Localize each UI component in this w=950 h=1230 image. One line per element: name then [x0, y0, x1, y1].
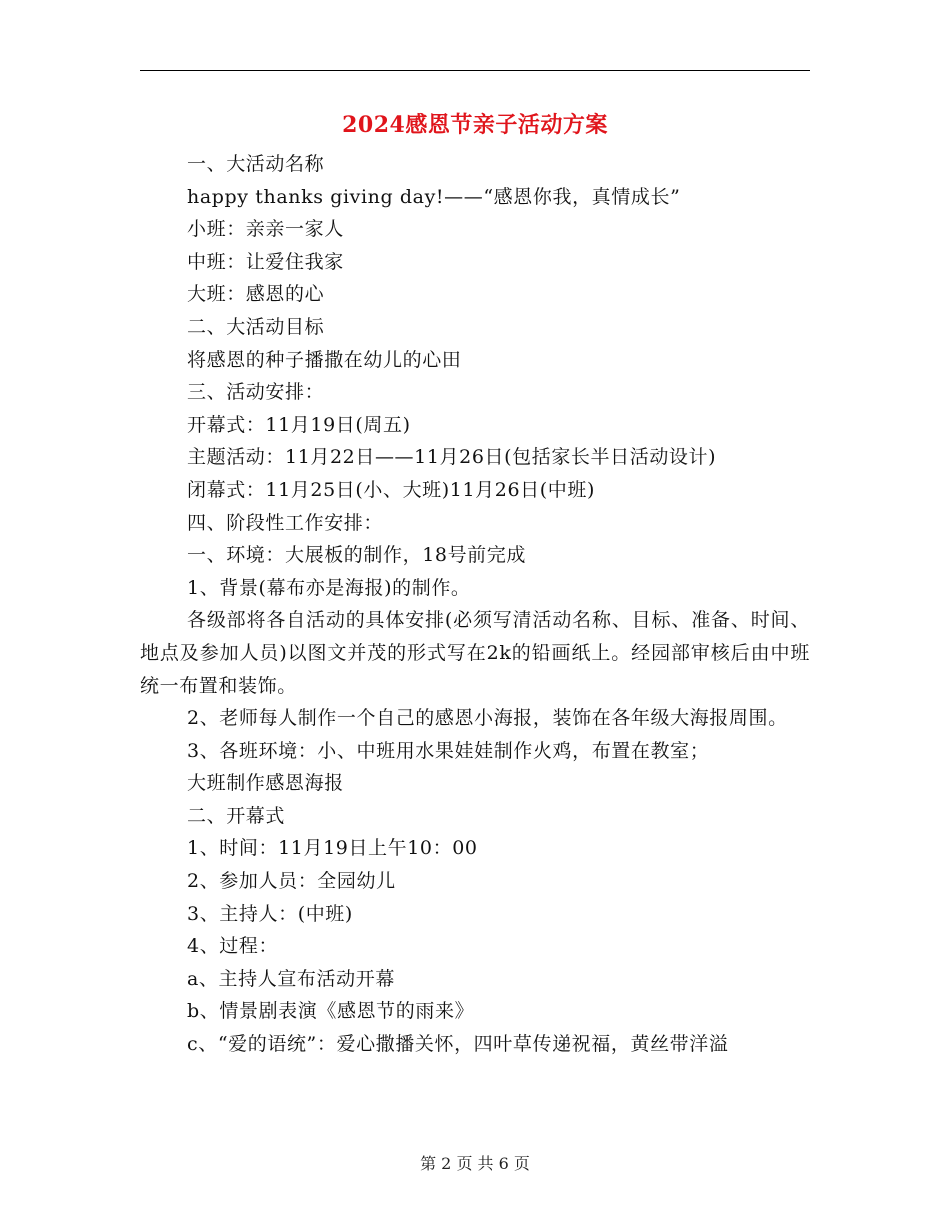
section-heading: 三、活动安排： — [187, 381, 325, 404]
paragraph: 各级部将各自活动的具体安排(必须写清活动名称、目标、准备、时间、地点及参加人员)以图文并茂的形式写在2k的铅画纸上。经园部审核后由中班统一布置和装饰。 — [140, 609, 810, 697]
text-line: 一、环境：大展板的制作，18号前完成 — [187, 544, 526, 567]
text-line: 3、主持人：(中班) — [187, 902, 353, 925]
section-heading: 二、开幕式 — [187, 804, 286, 827]
text-line: a、主持人宣布活动开幕 — [187, 967, 395, 990]
text-line: 小班：亲亲一家人 — [187, 218, 344, 241]
paragraph: 2、老师每人制作一个自己的感恩小海报，装饰在各年级大海报周围。 — [187, 707, 788, 730]
page-number-label: 第 2 页 共 6 页 — [420, 1154, 530, 1173]
text-line: 中班：让爱住我家 — [187, 250, 344, 273]
document-body — [140, 148, 810, 1061]
text-line: 1、背景(幕布亦是海报)的制作。 — [187, 576, 471, 599]
section-heading: 四、阶段性工作安排： — [187, 511, 384, 534]
text-line: 开幕式：11月19日(周五) — [187, 413, 411, 436]
text-line: 2、参加人员：全园幼儿 — [187, 870, 396, 893]
text-line: 4、过程： — [187, 935, 279, 958]
text-line: 3、各班环境：小、中班用水果娃娃制作火鸡，布置在教室； — [187, 739, 710, 762]
section-heading: 一、大活动名称 — [187, 153, 325, 175]
page-footer — [0, 1152, 950, 1176]
text-line: 1、时间：11月19日上午10：00 — [187, 837, 478, 860]
document-title: 2024感恩节亲子活动方案 — [342, 112, 608, 138]
text-line: 大班：感恩的心 — [187, 283, 325, 306]
text-line: happy thanks giving day!——“感恩你我，真情成长” — [187, 185, 681, 208]
header-rule — [140, 70, 810, 71]
text-line: 将感恩的种子播撒在幼儿的心田 — [187, 348, 462, 371]
text-line: 闭幕式：11月25日(小、大班)11月26日(中班) — [187, 478, 595, 501]
section-heading: 二、大活动目标 — [187, 315, 325, 338]
text-line: 主题活动：11月22日——11月26日(包括家长半日活动设计) — [187, 446, 717, 469]
text-line: 大班制作感恩海报 — [187, 772, 344, 795]
text-line: c、“爱的语统”：爱心撒播关怀，四叶草传递祝福，黄丝带洋溢 — [187, 1033, 729, 1056]
text-line: b、情景剧表演《感恩节的雨来》 — [187, 1000, 475, 1023]
